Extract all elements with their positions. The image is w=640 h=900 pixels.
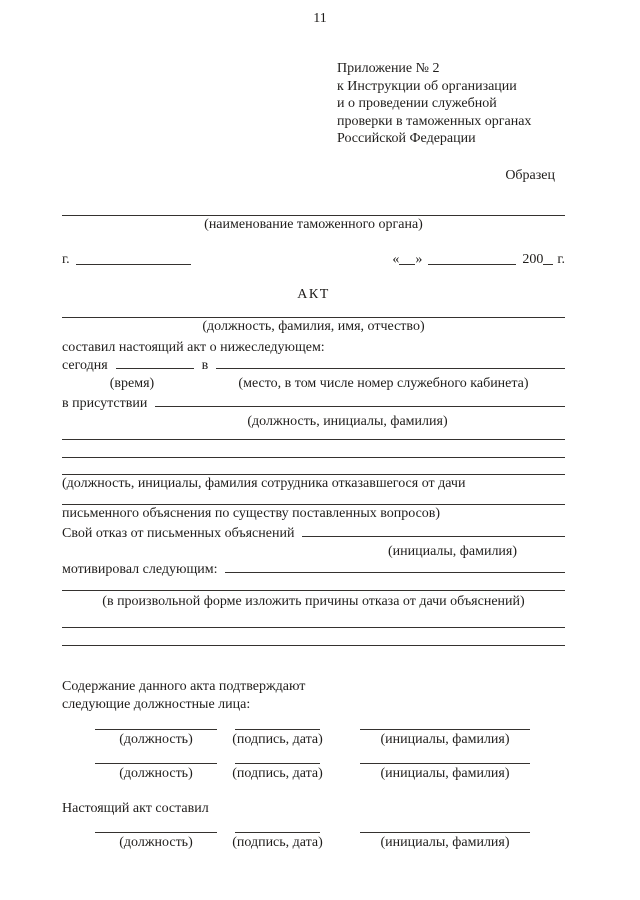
time-caption: (время): [109, 375, 155, 391]
signature-col-position: [95, 763, 217, 783]
date-field: [392, 251, 565, 269]
official-caption: (должность, фамилия, имя, отчество): [202, 318, 425, 334]
place-blank-field: [216, 368, 565, 369]
ruled-blank-line: [62, 590, 565, 591]
signdate-caption: (подпись, дата): [232, 731, 323, 747]
today-label: сегодня: [62, 357, 108, 373]
page-number: 11: [313, 11, 327, 26]
date-year-prefix: 200: [522, 251, 544, 267]
signdate-caption: (подпись, дата): [232, 834, 323, 850]
in-label: в: [201, 357, 209, 373]
date-quote-close: »: [415, 251, 423, 267]
signdate-caption: (подпись, дата): [232, 765, 323, 781]
date-day-blank-field: [399, 255, 415, 265]
ruled-blank-line: [62, 627, 565, 628]
signature-blank-line: [360, 729, 530, 730]
initials-surname-caption: (инициалы, фамилия): [380, 731, 510, 747]
appendix-line: Приложение № 2: [337, 61, 440, 76]
signature-row: [95, 832, 565, 852]
signature-col-signdate: [232, 729, 323, 749]
position-caption: (должность): [119, 834, 193, 850]
appendix-line: проверки в таможенных органах: [337, 113, 532, 129]
sample-label: Образец: [505, 167, 555, 183]
signature-blank-line: [360, 832, 530, 833]
signature-blank-line: [235, 832, 320, 833]
motivated-label: мотивировал следующим:: [62, 561, 218, 577]
date-month-blank-field: [428, 255, 516, 265]
appendix-line: Российской Федерации: [337, 131, 476, 146]
confirm-line1: Содержание данного акта подтверждают: [62, 678, 306, 694]
today-captions-row: [62, 375, 565, 393]
document-title: АКТ: [297, 286, 330, 302]
signature-row: [95, 763, 565, 783]
presence-row: [62, 395, 565, 413]
refusal-label: Свой отказ от письменных объяснений: [62, 525, 295, 541]
refusal-row: [62, 525, 565, 543]
date-quote-open: «: [392, 251, 400, 267]
presence-label: в присутствии: [62, 395, 148, 411]
presence-blank-field: [155, 406, 565, 407]
signature-col-initials: [360, 763, 530, 783]
date-year-suffix: г.: [557, 251, 565, 267]
appendix-block: [337, 60, 640, 148]
signature-col-initials: [360, 832, 530, 852]
signature-col-position: [95, 729, 217, 749]
signature-blank-line: [360, 763, 530, 764]
refusal-caption-line2: письменного объяснения по существу поставленных вопросов): [62, 505, 441, 521]
position-caption: (должность): [119, 765, 193, 781]
ruled-blank-line: [62, 457, 565, 458]
city-label: г.: [62, 251, 70, 267]
ruled-blank-line: [62, 645, 565, 646]
signature-blank-line: [95, 729, 217, 730]
appendix-line: и о проведении служебной: [337, 96, 497, 111]
place-caption: (место, в том числе номер служебного кабинета): [238, 375, 529, 391]
motivated-row: [62, 561, 565, 579]
city-blank-field: [76, 255, 191, 265]
position-caption: (должность): [119, 731, 193, 747]
today-row: [62, 357, 565, 375]
composed-by-label: Настоящий акт составил: [62, 800, 209, 816]
refusal-caption-line1: (должность, инициалы, фамилия сотрудника отказавшегося от дачи: [62, 475, 466, 491]
city-field: [62, 251, 191, 269]
org-name-caption: (наименование таможенного органа): [204, 216, 423, 232]
signature-blank-line: [235, 763, 320, 764]
refusal-blank-field: [302, 536, 565, 537]
signature-blank-line: [235, 729, 320, 730]
time-blank-field: [116, 359, 194, 369]
presence-caption: (должность, инициалы, фамилия): [247, 413, 448, 429]
ruled-blank-line: [62, 439, 565, 440]
date-year-blank-field: [543, 255, 553, 265]
signature-blank-line: [95, 763, 217, 764]
signature-col-initials: [360, 729, 530, 749]
motivated-blank-field: [225, 572, 565, 573]
signature-col-signdate: [232, 763, 323, 783]
confirm-line2: следующие должностные лица:: [62, 696, 251, 712]
appendix-line: к Инструкции об организации: [337, 78, 517, 94]
composed-intro: составил настоящий акт о нижеследующем:: [62, 339, 325, 355]
initials-caption: (инициалы, фамилия): [387, 543, 518, 559]
city-date-row: [62, 251, 565, 269]
form-body: [0, 215, 640, 852]
signature-blank-line: [95, 832, 217, 833]
signature-col-signdate: [232, 832, 323, 852]
freeform-caption: (в произвольной форме изложить причины отказа от дачи объяснений): [102, 593, 525, 609]
initials-surname-caption: (инициалы, фамилия): [380, 765, 510, 781]
initials-surname-caption: (инициалы, фамилия): [380, 834, 510, 850]
signature-col-position: [95, 832, 217, 852]
signature-row: [95, 729, 565, 749]
